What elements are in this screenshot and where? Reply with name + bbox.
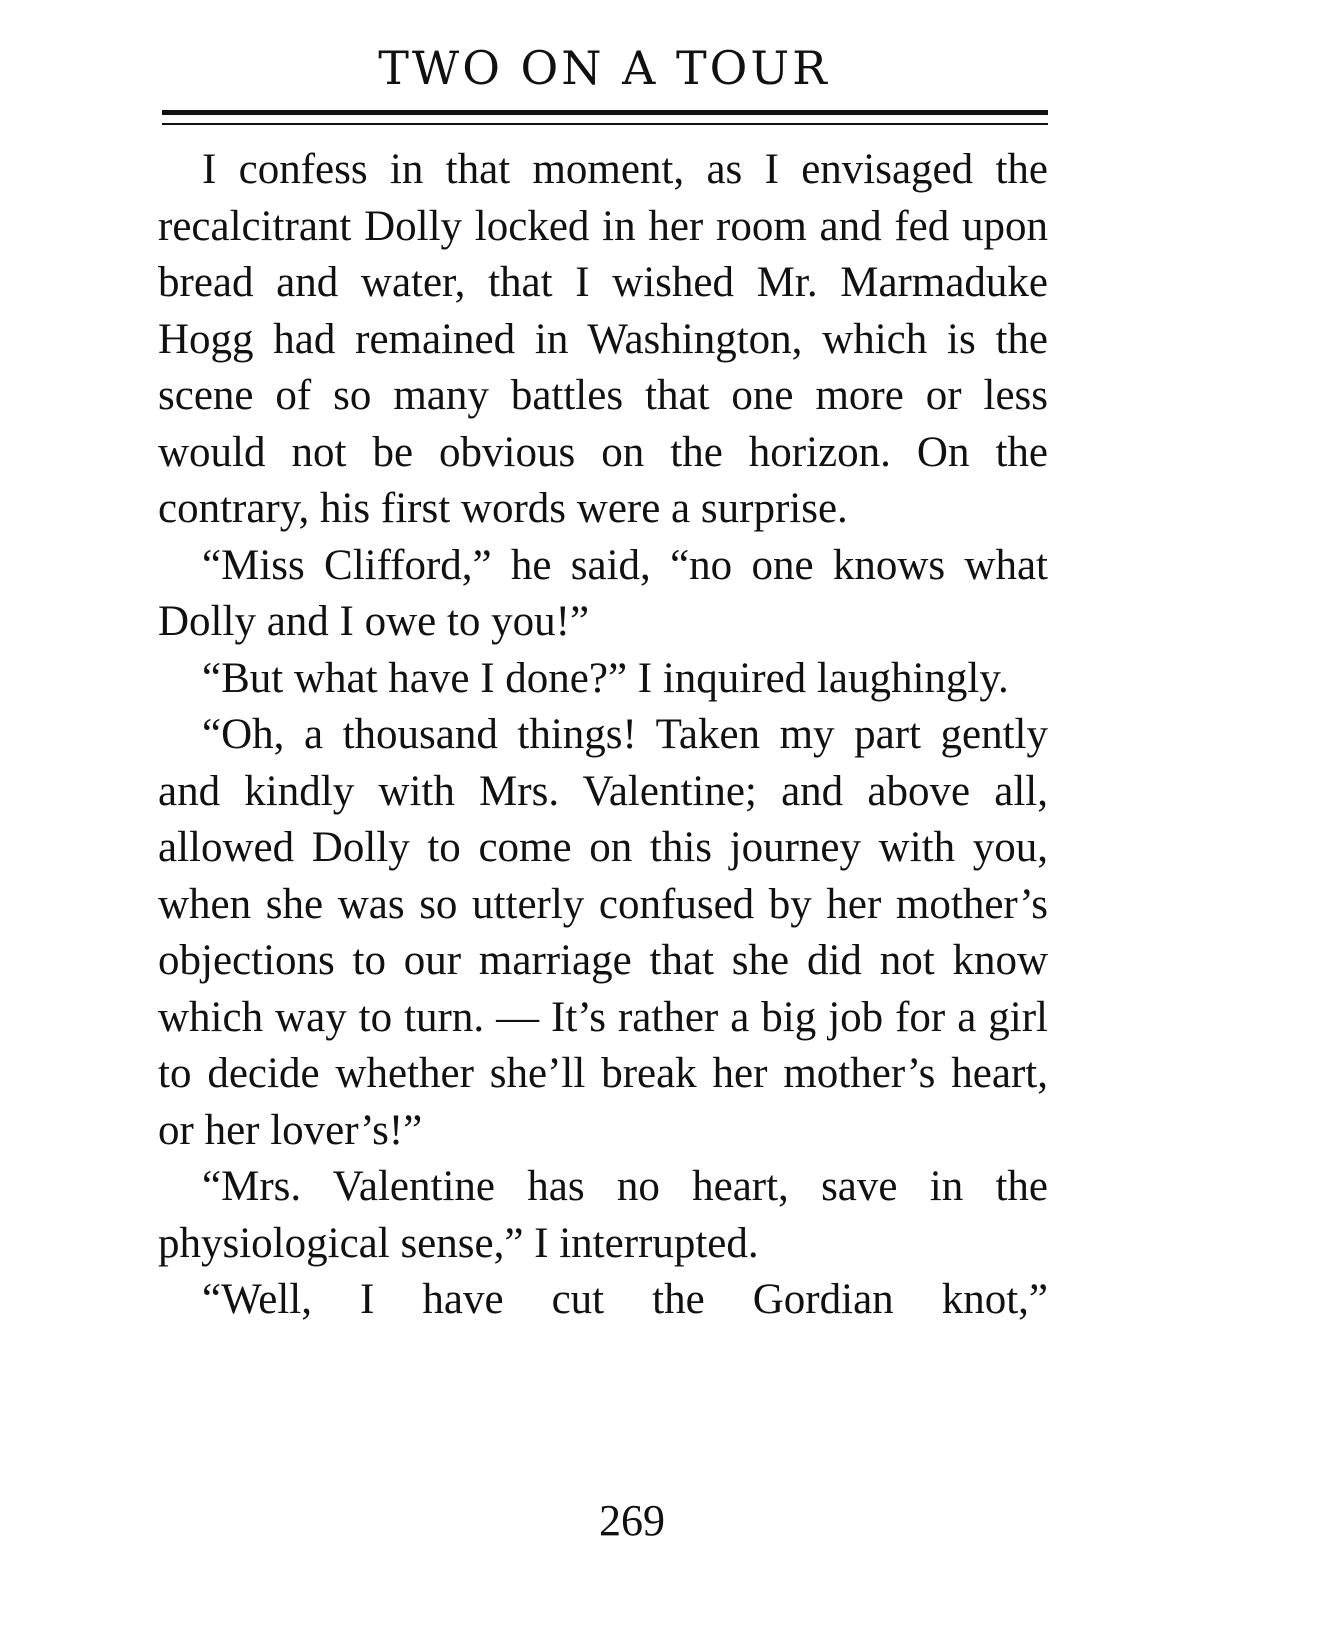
paragraph: “Mrs. Valentine has no heart, save in the physiological sense,” I interrupted.: [158, 1163, 1048, 1267]
header-rule-thin: [162, 123, 1048, 125]
paragraph: “Oh, a thousand things! Taken my part gently and kindly with Mrs. Valentine; and above all, allowed Dolly to come on this journey with you, when she was so utterly confused by her mother’s objections to our marriage that she did not know which way to turn. — It’s rather a big job for a girl to decide whether she’ll break her mother’s heart, or her lover’s!”: [158, 711, 1048, 1154]
paragraph: “Well, I have cut the Gordian knot,”: [202, 1276, 1048, 1323]
running-title: TWO ON A TOUR: [378, 41, 830, 95]
paragraph: “Miss Clifford,” he said, “no one knows what Dolly and I owe to you!”: [158, 541, 1048, 645]
paragraph: I confess in that moment, as I envisaged the recalcitrant Dolly locked in her room and fed upon bread and water, that I wished Mr. Marmaduke Hogg had remained in Washington, which is the scene of so many battles that one more or less would not be obvious on the horizon. On the contrary, his first words were a surprise.: [158, 146, 1048, 532]
paragraph: “But what have I done?” I inquired laughingly.: [202, 654, 1009, 702]
header-rule-thick: [162, 110, 1048, 115]
body-text: [158, 142, 1048, 1329]
page-number: 269: [599, 1496, 665, 1545]
